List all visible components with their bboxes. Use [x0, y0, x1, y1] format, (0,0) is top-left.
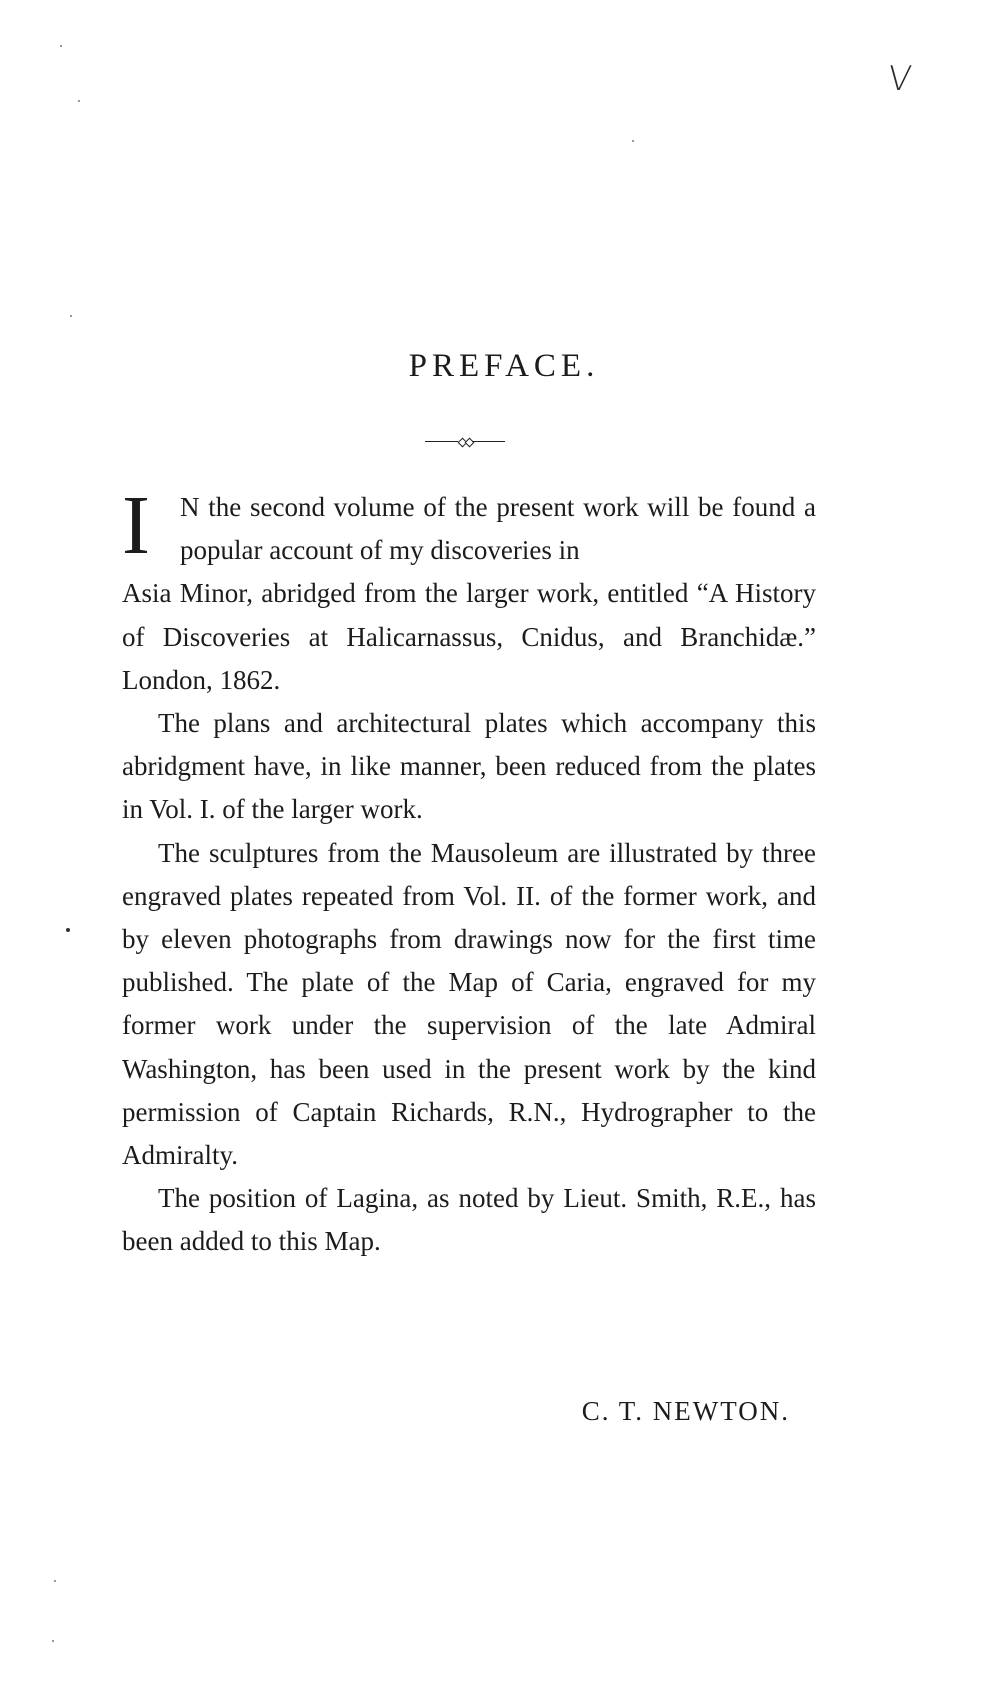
- author-signature: C. T. NEWTON.: [581, 1396, 790, 1426]
- paragraph-second: The plans and architectural plates which accompany this abridgment have, in like manner, been reduced from the plates in Vol. I. of the larger work.: [122, 708, 816, 825]
- scan-speck: [54, 1580, 56, 1582]
- paragraph-first-rest: Asia Minor, abridged from the larger work, entitled “A History of Discoveries at Halicarnassus, Cnidus, and Branchidæ.” London, 1862.: [122, 578, 816, 695]
- scan-speck: [52, 1640, 54, 1642]
- scan-speck: [60, 45, 62, 47]
- paragraph-first: [122, 479, 816, 702]
- preface-body: [122, 479, 816, 1264]
- paragraph-fourth: The position of Lagina, as noted by Lieut. Smith, R.E., has been added to this Map.: [122, 1183, 816, 1257]
- paragraph-first-opening: N the second volume of the present work will be found a popular account of my discoveries in: [180, 492, 816, 566]
- scan-speck: [78, 100, 80, 102]
- ornament-rule-right: [472, 441, 505, 442]
- ornament-rule-left: [425, 441, 458, 442]
- paragraph-third: The sculptures from the Mausoleum are illustrated by three engraved plates repeated from Vol. II. of the former work, and by eleven photographs from drawings now for the first time published. The plate of the Map of Caria, engraved for my former work under the supervision of the late Admiral Washington, has been used in the present work by the kind permission of Captain Richards, R.N., Hydrographer to the Admiralty.: [122, 837, 816, 1171]
- title-ornament: [425, 437, 505, 447]
- scan-speck: [70, 315, 72, 317]
- page-title: PREFACE.: [408, 348, 600, 384]
- ornament-diamond: [465, 438, 475, 448]
- drop-cap: I: [122, 479, 150, 572]
- scan-speck: [632, 140, 634, 142]
- page-mark: V: [885, 59, 914, 99]
- dropcap-block: [122, 479, 816, 572]
- scan-speck: [66, 928, 70, 932]
